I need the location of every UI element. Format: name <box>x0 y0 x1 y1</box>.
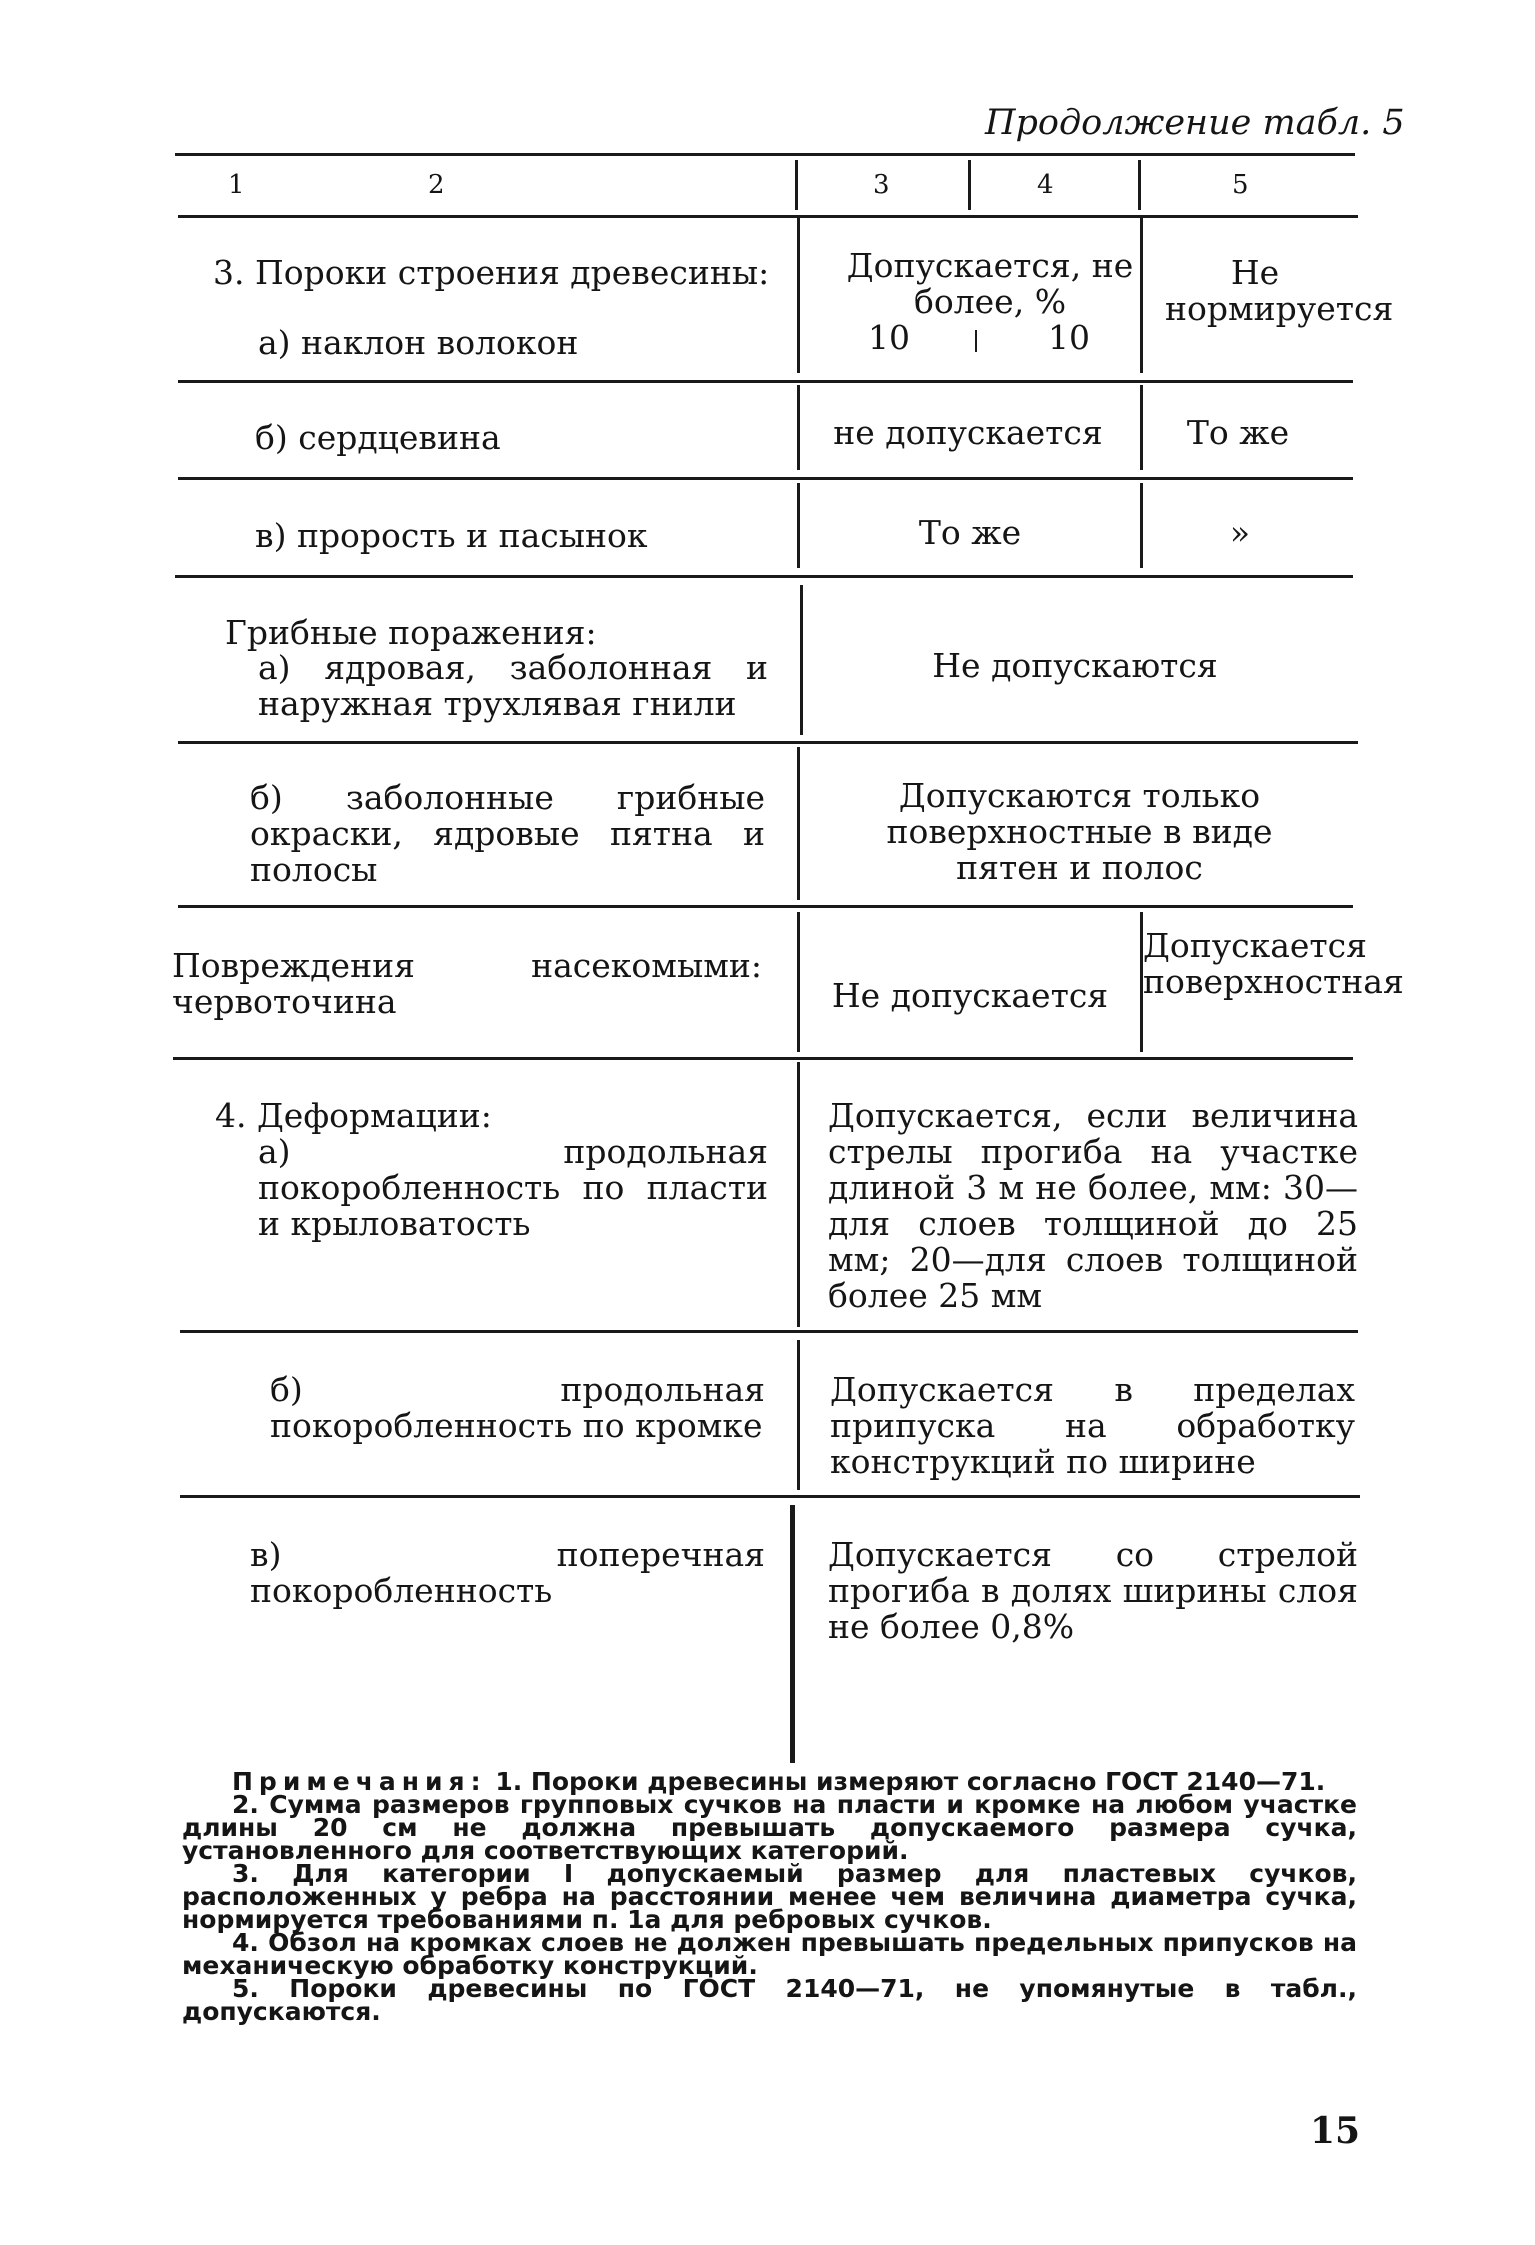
row-value: Не допускается <box>831 976 1109 1015</box>
row-subitem: а) наклон волокон <box>258 323 579 362</box>
row-rule <box>178 380 1353 383</box>
table-top-rule <box>175 153 1355 156</box>
column-divider <box>1140 483 1143 568</box>
notes-heading: Примечания: <box>232 1767 487 1796</box>
row-value: Не допускаются <box>932 646 1218 685</box>
row-value: 10 <box>868 318 910 357</box>
row-subitem: а) продольная покоробленность по пласти и крыловатость <box>258 1132 768 1243</box>
column-divider <box>797 1340 800 1490</box>
row-value: То же <box>1186 413 1290 452</box>
note-item: 4. Обзол на кромках слоев не должен превышать предельных припусков на механическую обработку конструкций. <box>182 1928 1357 1980</box>
row-value: не допускается <box>833 413 1103 452</box>
row-rule <box>173 1057 1353 1060</box>
notes-block <box>182 1767 1357 2026</box>
row-defect: б) заболонные грибные окраски, ядровые пятна и полосы <box>250 778 765 889</box>
header-rule <box>178 215 1358 218</box>
row-defect: в) поперечная покоробленность <box>250 1535 765 1610</box>
row-value: Допускается поверхностная <box>1143 926 1404 1001</box>
row-value: Не нормируется <box>1165 253 1394 328</box>
column-divider <box>800 585 803 735</box>
row-value: Допускается со стрелой прогиба в долях ширины слоя не более 0,8% <box>828 1535 1358 1646</box>
column-number: 5 <box>1232 170 1249 200</box>
row-value: Допускается, не более, % <box>846 246 1134 321</box>
row-defect: в) прорость и пасынок <box>255 516 648 555</box>
row-rule <box>175 575 1353 578</box>
column-divider <box>797 1062 800 1327</box>
note-item: 2. Сумма размеров групповых сучков на пласти и кромке на любом участке длины 20 см не должна превышать допускаемого размера сучка, установленного для соответствующих категорий. <box>182 1790 1357 1865</box>
row-subitem: а) ядровая, заболонная и наружная трухлявая гнили <box>258 648 768 723</box>
column-divider <box>1140 385 1143 470</box>
column-divider <box>968 160 971 210</box>
row-defect: б) продольная покоробленность по кромке <box>270 1370 765 1445</box>
column-divider <box>797 483 800 568</box>
column-divider <box>797 912 800 1052</box>
row-rule <box>180 1495 1360 1498</box>
row-rule <box>178 477 1353 480</box>
column-divider <box>797 747 800 900</box>
column-divider <box>797 385 800 470</box>
column-number: 1 <box>228 170 245 200</box>
column-divider <box>1138 160 1141 210</box>
row-value: 10 <box>1048 318 1090 357</box>
row-rule <box>180 1330 1358 1333</box>
note-text: 1. Пороки древесины измеряют согласно ГОСТ 2140—71. <box>495 1767 1326 1796</box>
row-value: Допускаются только поверхностные в виде пятен и полос <box>886 776 1273 887</box>
row-defect: Повреждения насекомыми: червоточина <box>172 946 762 1021</box>
note-item: 5. Пороки древесины по ГОСТ 2140—71, не упомянутые в табл., допускаются. <box>182 1974 1357 2026</box>
row-defect: 4. Деформации: <box>215 1096 492 1135</box>
row-defect: 3. Пороки строения древесины: <box>213 253 770 292</box>
column-number: 3 <box>873 170 890 200</box>
row-defect: б) сердцевина <box>255 418 501 457</box>
row-value: То же <box>918 513 1022 552</box>
column-number: 4 <box>1037 170 1054 200</box>
row-defect: Грибные поражения: <box>225 613 597 652</box>
row-value: Допускается в пределах припуска на обработку конструкций по ширине <box>830 1370 1355 1481</box>
column-divider <box>1140 218 1143 373</box>
column-divider <box>797 218 800 373</box>
column-divider <box>975 330 977 352</box>
row-rule <box>178 741 1358 744</box>
note-item: 3. Для категории I допускаемый размер для пластевых сучков, расположенных у ребра на расстоянии менее чем величина диаметра сучка, нормируется требованиями п. 1а для ребровых сучков. <box>182 1859 1357 1934</box>
page-number: 15 <box>1310 2110 1361 2152</box>
column-divider <box>790 1505 795 1763</box>
table-caption: Продолжение табл. 5 <box>985 103 1405 143</box>
column-divider <box>795 160 798 210</box>
row-value: » <box>1229 513 1251 552</box>
row-rule <box>178 905 1353 908</box>
column-number: 2 <box>428 170 445 200</box>
row-value: Допускается, если величина стрелы прогиба на участке длиной 3 м не более, мм: 30—для слоев толщиной до 25 мм; 20—для слоев толщиной более 25 мм <box>828 1096 1358 1315</box>
